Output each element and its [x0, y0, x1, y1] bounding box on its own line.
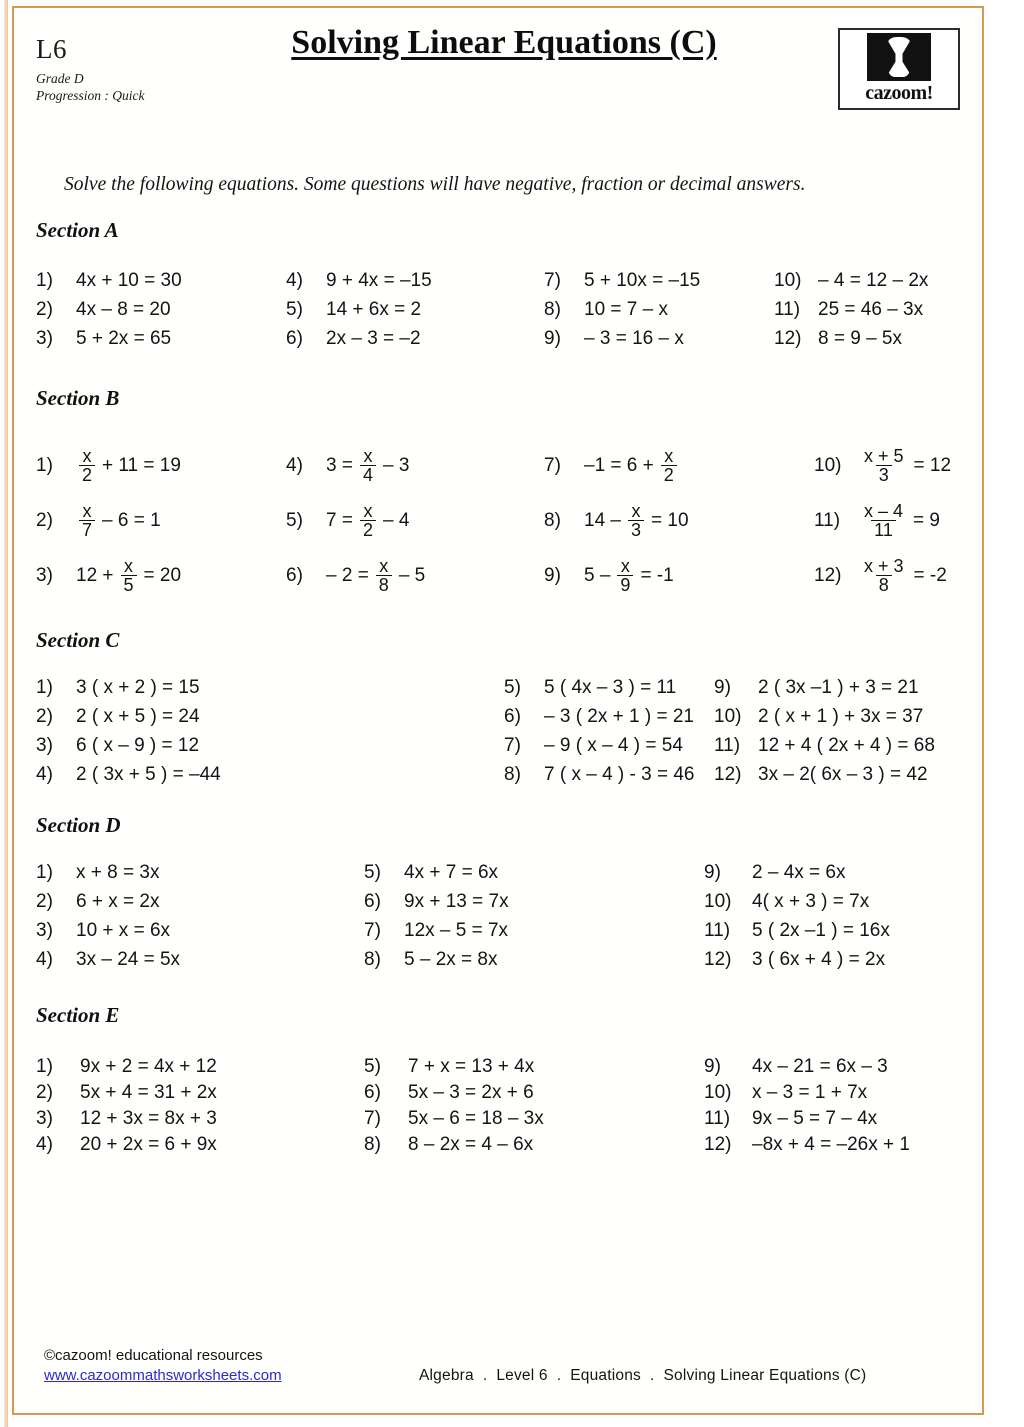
breadcrumb-separator: .: [482, 1367, 488, 1384]
question-number: 1): [36, 1056, 53, 1077]
question-item: [364, 916, 509, 945]
fraction-denominator: 5: [121, 575, 137, 594]
question-item: [286, 548, 425, 603]
equation: 14 + 6x = 2: [326, 298, 422, 320]
question-number: 10): [714, 705, 742, 727]
equation: – 3 ( 2x + 1 ) = 21: [544, 705, 694, 727]
fraction-denominator: 3: [876, 465, 892, 484]
question-item: [36, 295, 182, 324]
equation: 2 – 4x = 6x: [752, 861, 846, 883]
fraction-numerator: x: [379, 555, 389, 576]
question-item: [774, 295, 928, 324]
question-number: 3): [36, 1108, 53, 1129]
equation: [858, 447, 951, 485]
fraction: [376, 557, 392, 595]
equation: 12x – 5 = 7x: [404, 919, 509, 941]
question-number: 6): [504, 705, 521, 727]
question-number: 12): [774, 327, 802, 349]
question-item: [364, 887, 509, 916]
question-number: 10): [774, 269, 802, 291]
equation: 3 ( x + 2 ) = 15: [76, 676, 200, 698]
question-number: 3): [36, 564, 53, 586]
equation: [76, 447, 181, 485]
question-number: 6): [286, 564, 303, 586]
fraction-numerator: x: [363, 500, 373, 521]
hourglass-mark-icon: [867, 33, 931, 81]
question-item: [774, 324, 928, 353]
question-number: 1): [36, 454, 53, 476]
equation: –8x + 4 = –26x + 1: [752, 1134, 910, 1155]
fraction: [79, 502, 95, 540]
question-number: 11): [814, 509, 841, 531]
equation: 7 ( x – 4 ) - 3 = 46: [544, 763, 695, 785]
equation: 5x – 3 = 2x + 6: [408, 1082, 534, 1103]
equation: 5x – 6 = 18 – 3x: [408, 1108, 544, 1129]
fraction-numerator: x: [124, 555, 134, 576]
question-number: 1): [36, 269, 53, 291]
question-column: [704, 858, 890, 974]
question-item: [36, 493, 181, 548]
section-heading-c: Section C: [36, 628, 120, 652]
copyright-text: ©cazoom! educational resources: [44, 1347, 263, 1364]
equation: 2x – 3 = –2: [326, 327, 421, 349]
question-item: [36, 702, 221, 731]
equation: – 9 ( x – 4 ) = 54: [544, 734, 683, 756]
equation-prefix: – 2 =: [326, 564, 369, 586]
question-item: [544, 324, 700, 353]
cazoom-logo: [838, 28, 960, 110]
question-column: [36, 673, 221, 789]
equation: 5 + 2x = 65: [76, 327, 172, 349]
equation: [326, 557, 425, 595]
question-number: 1): [36, 861, 53, 883]
fraction-denominator: 8: [376, 575, 392, 594]
question-number: 12): [714, 763, 742, 785]
question-item: [36, 1054, 217, 1080]
equation: 12 + 4 ( 2x + 4 ) = 68: [758, 734, 935, 756]
equation: x – 3 = 1 + 7x: [752, 1082, 868, 1103]
fraction: [628, 502, 644, 540]
equation: 5 – 2x = 8x: [404, 948, 498, 970]
question-item: [364, 1106, 544, 1132]
equation: [584, 447, 680, 485]
question-number: 11): [704, 919, 731, 941]
breadcrumb-item: Algebra: [419, 1367, 474, 1384]
question-number: 9): [704, 861, 721, 883]
equation: – 4 = 12 – 2x: [818, 269, 929, 291]
question-item: [704, 887, 890, 916]
question-column: [36, 438, 181, 603]
question-number: 9): [714, 676, 731, 698]
progression-label: Progression : Quick: [36, 88, 145, 103]
question-number: 8): [364, 1134, 381, 1155]
question-number: 4): [286, 269, 303, 291]
question-column: [704, 1054, 910, 1158]
equation: 4x – 21 = 6x – 3: [752, 1056, 888, 1077]
fraction-denominator: 2: [360, 520, 376, 539]
question-item: [36, 1080, 217, 1106]
question-number: 4): [36, 1134, 53, 1155]
equation: 9x + 13 = 7x: [404, 890, 509, 912]
question-number: 7): [364, 919, 381, 941]
question-column: [286, 266, 432, 353]
equation: 9 + 4x = –15: [326, 269, 432, 291]
question-number: 8): [504, 763, 521, 785]
breadcrumb-separator: .: [556, 1367, 562, 1384]
equation-prefix: 7 =: [326, 509, 353, 531]
fraction-numerator: x: [363, 445, 373, 466]
question-item: [36, 324, 182, 353]
section-heading-d: Section D: [36, 813, 121, 837]
question-number: 7): [544, 269, 561, 291]
question-number: 10): [814, 454, 842, 476]
question-item: [704, 945, 890, 974]
question-number: 9): [704, 1056, 721, 1077]
question-item: [544, 548, 689, 603]
fraction-numerator: x: [631, 500, 641, 521]
question-number: 5): [364, 1056, 381, 1077]
fraction: [121, 557, 137, 595]
equation-prefix: 5 –: [584, 564, 611, 586]
fraction: [861, 557, 907, 595]
question-number: 9): [544, 327, 561, 349]
equation: 10 + x = 6x: [76, 919, 171, 941]
question-item: [544, 438, 689, 493]
equation-prefix: –1 = 6 +: [584, 454, 654, 476]
question-number: 1): [36, 676, 53, 698]
equation: – 3 = 16 – x: [584, 327, 684, 349]
question-item: [714, 760, 935, 789]
equation-prefix: 12 +: [76, 564, 114, 586]
question-item: [286, 493, 425, 548]
equation: 3x – 2( 6x – 3 ) = 42: [758, 763, 928, 785]
equation: 6 ( x – 9 ) = 12: [76, 734, 200, 756]
equation: 9x – 5 = 7 – 4x: [752, 1108, 878, 1129]
question-number: 7): [544, 454, 561, 476]
question-number: 12): [814, 564, 842, 586]
equation: 2 ( 3x + 5 ) = –44: [76, 763, 221, 785]
fraction-denominator: 8: [876, 575, 892, 594]
question-number: 6): [364, 1082, 381, 1103]
equation-suffix: = -2: [913, 564, 947, 586]
question-item: [704, 1106, 910, 1132]
question-item: [286, 295, 432, 324]
fraction: [79, 447, 95, 485]
question-number: 5): [286, 298, 303, 320]
question-item: [504, 702, 695, 731]
question-column: [544, 438, 689, 603]
question-item: [814, 438, 951, 493]
question-item: [36, 731, 221, 760]
question-column: [714, 673, 935, 789]
question-item: [36, 1106, 217, 1132]
question-number: 11): [774, 298, 801, 320]
question-item: [774, 266, 928, 295]
website-link[interactable]: www.cazoommathsworksheets.com: [44, 1367, 282, 1384]
fraction-numerator: x – 4: [864, 500, 904, 521]
equation: [584, 557, 674, 595]
breadcrumb-item: Level 6: [496, 1367, 548, 1384]
equation: x + 8 = 3x: [76, 861, 160, 883]
question-number: 10): [704, 1082, 732, 1103]
question-item: [714, 673, 935, 702]
question-column: [544, 266, 700, 353]
question-item: [36, 1132, 217, 1158]
fraction-numerator: x: [82, 445, 92, 466]
fraction-numerator: x + 3: [864, 555, 904, 576]
equation: 3 ( 6x + 4 ) = 2x: [752, 948, 886, 970]
question-item: [814, 548, 951, 603]
equation: 5 ( 4x – 3 ) = 11: [544, 676, 677, 698]
equation: [858, 557, 947, 595]
equation: 9x + 2 = 4x + 12: [80, 1056, 217, 1077]
question-number: 6): [286, 327, 303, 349]
question-column: [36, 266, 182, 353]
question-item: [364, 945, 509, 974]
question-number: 5): [364, 861, 381, 883]
instruction-text: Solve the following equations. Some questions will have negative, fraction or decimal answers.: [64, 174, 806, 195]
fraction-numerator: x: [82, 500, 92, 521]
question-number: 7): [504, 734, 521, 756]
breadcrumb: [419, 1367, 866, 1385]
fraction-denominator: 2: [661, 465, 677, 484]
equation: 25 = 46 – 3x: [818, 298, 924, 320]
question-item: [286, 438, 425, 493]
fraction-denominator: 2: [79, 465, 95, 484]
fraction-numerator: x: [620, 555, 630, 576]
question-column: [814, 438, 951, 603]
question-number: 9): [544, 564, 561, 586]
question-number: 2): [36, 509, 53, 531]
header-meta: [36, 70, 144, 104]
question-number: 3): [36, 327, 53, 349]
question-number: 2): [36, 705, 53, 727]
equation: 3x – 24 = 5x: [76, 948, 181, 970]
question-item: [544, 295, 700, 324]
fraction-denominator: 9: [617, 575, 633, 594]
worksheet-header: [14, 8, 982, 128]
question-item: [36, 887, 180, 916]
question-item: [364, 1080, 544, 1106]
breadcrumb-separator: .: [650, 1367, 655, 1384]
question-number: 11): [714, 734, 741, 756]
question-item: [36, 916, 180, 945]
page-outer-edge: [4, 0, 8, 1427]
breadcrumb-item: Equations: [570, 1367, 641, 1384]
equation: 8 = 9 – 5x: [818, 327, 902, 349]
question-number: 12): [704, 948, 732, 970]
fraction-denominator: 7: [79, 520, 95, 539]
question-item: [704, 916, 890, 945]
question-column: [504, 673, 695, 789]
question-number: 2): [36, 1082, 53, 1103]
equation: 7 + x = 13 + 4x: [408, 1056, 535, 1077]
question-number: 4): [36, 763, 53, 785]
equation-suffix: – 3: [382, 454, 410, 476]
question-number: 12): [704, 1134, 732, 1155]
equation-suffix: = 12: [913, 454, 952, 476]
question-item: [704, 1132, 910, 1158]
question-number: 5): [504, 676, 521, 698]
equation-suffix: = 9: [913, 509, 940, 531]
question-item: [364, 858, 509, 887]
fraction-denominator: 4: [360, 465, 376, 484]
grade-label: Grade D: [36, 71, 84, 86]
fraction: [661, 447, 677, 485]
question-item: [504, 731, 695, 760]
logo-wordmark: cazoom!: [865, 82, 933, 104]
equation: [326, 447, 409, 485]
equation-suffix: = 20: [143, 564, 182, 586]
question-number: 8): [544, 298, 561, 320]
fraction: [360, 502, 376, 540]
equation: 12 + 3x = 8x + 3: [80, 1108, 217, 1129]
question-item: [36, 548, 181, 603]
fraction: [861, 447, 907, 485]
question-item: [704, 1054, 910, 1080]
question-number: 10): [704, 890, 732, 912]
question-item: [364, 1054, 544, 1080]
fraction-numerator: x: [664, 445, 674, 466]
level-code: L6: [36, 34, 67, 64]
question-item: [504, 760, 695, 789]
question-number: 4): [286, 454, 303, 476]
equation: 6 + x = 2x: [76, 890, 160, 912]
equation: 10 = 7 – x: [584, 298, 668, 320]
question-item: [36, 673, 221, 702]
question-item: [714, 731, 935, 760]
equation: [326, 502, 409, 540]
equation: 5x + 4 = 31 + 2x: [80, 1082, 217, 1103]
question-item: [814, 493, 951, 548]
question-column: [36, 1054, 217, 1158]
equation: 4( x + 3 ) = 7x: [752, 890, 870, 912]
question-item: [36, 760, 221, 789]
question-item: [504, 673, 695, 702]
question-item: [714, 702, 935, 731]
question-item: [286, 324, 432, 353]
equation: 4x + 7 = 6x: [404, 861, 499, 883]
worksheet-footer: [14, 1343, 982, 1413]
question-number: 11): [704, 1108, 731, 1129]
equation: 2 ( x + 1 ) + 3x = 37: [758, 705, 924, 727]
question-column: [286, 438, 425, 603]
question-item: [36, 266, 182, 295]
fraction: [360, 447, 376, 485]
equation: 2 ( 3x –1 ) + 3 = 21: [758, 676, 919, 698]
equation-suffix: = 10: [651, 509, 689, 531]
question-item: [36, 438, 181, 493]
equation: 8 – 2x = 4 – 6x: [408, 1134, 534, 1155]
equation: 4x – 8 = 20: [76, 298, 171, 320]
equation-suffix: – 4: [382, 509, 410, 531]
equation: 5 + 10x = –15: [584, 269, 701, 291]
question-number: 8): [544, 509, 561, 531]
question-item: [286, 266, 432, 295]
question-item: [36, 945, 180, 974]
question-number: 6): [364, 890, 381, 912]
section-heading-e: Section E: [36, 1003, 120, 1027]
fraction: [861, 502, 906, 540]
page-title: Solving Linear Equations (C): [291, 24, 717, 61]
equation: [858, 502, 940, 540]
question-number: 4): [36, 948, 53, 970]
question-number: 3): [36, 919, 53, 941]
equation-suffix: – 5: [398, 564, 426, 586]
section-heading-a: Section A: [36, 218, 119, 242]
equation-suffix: – 6 = 1: [102, 509, 161, 531]
question-number: 2): [36, 890, 53, 912]
equation: [76, 502, 161, 540]
equation: [76, 557, 181, 595]
equation: 20 + 2x = 6 + 9x: [80, 1134, 217, 1155]
question-column: [36, 858, 180, 974]
question-column: [774, 266, 928, 353]
breadcrumb-item: Solving Linear Equations (C): [663, 1367, 867, 1384]
equation-prefix: 3 =: [326, 454, 353, 476]
question-column: [364, 1054, 544, 1158]
question-number: 7): [364, 1108, 381, 1129]
equation: 5 ( 2x –1 ) = 16x: [752, 919, 890, 941]
fraction-numerator: x + 5: [864, 445, 904, 466]
question-number: 3): [36, 734, 53, 756]
question-item: [36, 858, 180, 887]
section-heading-b: Section B: [36, 386, 120, 410]
fraction-denominator: 3: [628, 520, 644, 539]
question-item: [544, 493, 689, 548]
question-item: [704, 858, 890, 887]
equation-suffix: + 11 = 19: [102, 454, 181, 476]
question-item: [704, 1080, 910, 1106]
question-item: [364, 1132, 544, 1158]
equation-prefix: 14 –: [584, 509, 621, 531]
question-column: [364, 858, 509, 974]
question-item: [544, 266, 700, 295]
fraction-denominator: 11: [871, 520, 896, 539]
equation: 4x + 10 = 30: [76, 269, 182, 291]
question-number: 5): [286, 509, 303, 531]
equation-suffix: = -1: [640, 564, 674, 586]
worksheet-page: [12, 6, 984, 1415]
equation: [584, 502, 689, 540]
question-number: 8): [364, 948, 381, 970]
fraction: [617, 557, 633, 595]
question-number: 2): [36, 298, 53, 320]
equation: 2 ( x + 5 ) = 24: [76, 705, 200, 727]
